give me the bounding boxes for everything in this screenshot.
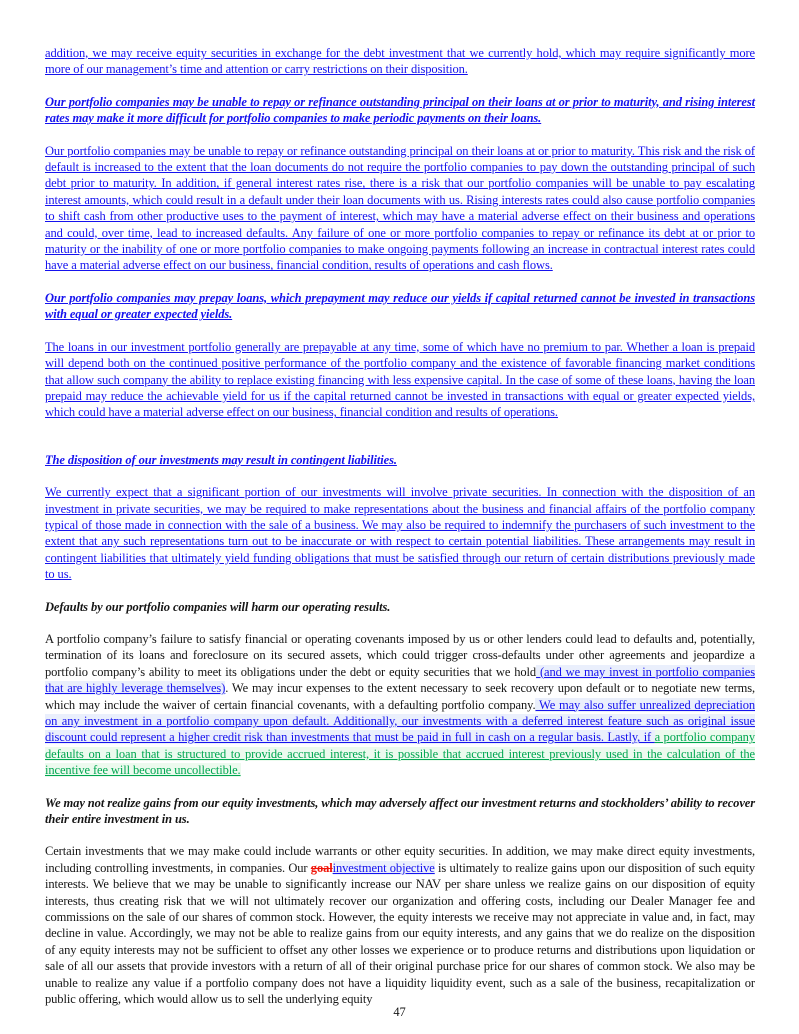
body-text: is ultimately to realize gains upon our disposition of such equity interests. We believe that we may be unable to significantly increase our NAV per share unless we realize gains on our disposition of equity interests, thus creating risk that we will not ultimately recover our organization and offering costs, including our Dealer Manager fee and commissions on the sale of our shares of common stock. However, the equity interests we receive may not appreciate in value and, in fact, may decline in value. Accordingly, we may not be able to realize gains from our equity interests, and any gains that we do realize on the disposition of any equity interests may not be sufficient to offset any other losses we experience or to produce returns and distributions upon liquidation or sale of all our assets that provide investors with a return of all of their original purchase price for our shares of common stock. We also may be unable to realize any value if a portfolio company does not have a liquidity liquidity event, such as a sale of the business, recapitalization or public offering, which would allow us to sell the underlying equity [45, 860, 755, 1007]
body-text: Certain investments that we may make could include warrants or other equity securities. In addition, we may make direct equity investments, including controlling investments, in companies. Our [45, 844, 755, 875]
inserted-text: The disposition of our investments may result in contingent liabilities. [45, 452, 397, 467]
inserted-text-accrued: a portfolio company defaults on a loan that is structured to provide accrued interest, it is possible that accrued interest previously used in the calculation of the incentive fee will become uncollectible. [45, 730, 755, 778]
body-text: Defaults by our portfolio companies will harm our operating results. [45, 599, 391, 614]
inserted-text: We may also suffer unrealized depreciation on any investment in a portfolio company upon default. Additionally, our investments with a deferred interest feature such as original issue discount could represent a higher credit risk than investments that must be paid in full in cash on a regular basis. Lastly, if [45, 697, 755, 745]
body-text: . We may incur expenses to the extent necessary to seek recovery upon default or to negotiate new terms, which may include the waiver of certain financial covenants, with a defaulting portfolio company. [45, 681, 755, 712]
paragraph [45, 631, 755, 779]
paragraph [45, 45, 755, 78]
inserted-text: Our portfolio companies may be unable to repay or refinance outstanding principal on their loans at or prior to maturity. This risk and the risk of default is increased to the extent that the loan documents do not require the portfolio companies to pay down the outstanding principal of such debt prior to maturity. In addition, if general interest rates rise, there is a risk that our portfolio companies will be unable to pay escalating interest amounts, which could result in a default under their loan documents with us. Rising interests rates could also cause portfolio companies to shift cash from other productive uses to the payment of interest, which may have a material adverse effect on their business and operations and could, over time, lead to increased defaults. Any failure of one or more portfolio companies to repay or refinance its debt at or prior to maturity or the inability of one or more portfolio companies to make ongoing payments following an increase in contractual interest rates could have a material adverse effect on our business, financial condition, results of operations and cash flows. [45, 143, 755, 273]
inserted-text: investment objective [332, 860, 435, 875]
inserted-text: Our portfolio companies may prepay loans, which prepayment may reduce our yields if capital returned cannot be invested in transactions with equal or greater expected yields. [45, 290, 755, 322]
body-text: A portfolio company’s failure to satisfy financial or operating covenants imposed by us or other lenders could lead to defaults and, potentially, termination of its loans and foreclosure on its secured assets, which could trigger cross-defaults under other agreements and jeopardize a portfolio company’s ability to meet its obligations under the debt or equity securities that we hold [45, 631, 755, 679]
deleted-text: goal [310, 860, 333, 875]
paragraph [45, 339, 755, 421]
inserted-text: Our portfolio companies may be unable to repay or refinance outstanding principal on their loans at or prior to maturity, and rising interest rates may make it more difficult for portfolio companies to make periodic payments on their loans. [45, 94, 755, 126]
risk-factor-heading [45, 94, 755, 127]
inserted-text: (and we may invest in portfolio companies that are highly leverage themselves) [45, 664, 755, 696]
inserted-text: addition, we may receive equity securities in exchange for the debt investment that we currently hold, which may require significantly more more of our management’s time and attention or carry restrictions on their disposition. [45, 46, 755, 77]
risk-factor-heading [45, 795, 755, 828]
paragraph [45, 484, 755, 582]
body-text: We may not realize gains from our equity investments, which may adversely affect our investment returns and stockholders’ ability to recover their entire investment in us. [45, 795, 755, 827]
risk-factor-heading [45, 599, 755, 615]
risk-factor-heading [45, 290, 755, 323]
paragraph [45, 843, 755, 1007]
page-number: 47 [393, 1004, 406, 1019]
risk-factor-heading [45, 452, 755, 468]
document-content [45, 45, 755, 1008]
inserted-text: We currently expect that a significant portion of our investments will involve private securities. In connection with the disposition of an investment in private securities, we may be required to make representations about the business and financial affairs of the portfolio company typical of those made in connection with the sale of a business. We may also be required to indemnify the purchasers of such investment to the extent that any such representations turn out to be inaccurate or with respect to certain potential liabilities. These arrangements may result in contingent liabilities that ultimately yield funding obligations that must be satisfied through our return of certain distributions previously made to us. [45, 485, 755, 582]
inserted-text: The loans in our investment portfolio generally are prepayable at any time, some of which have no premium to par. Whether a loan is prepaid will depend both on the continued positive performance of the portfolio company and the existence of favorable financing market conditions that allow such company the ability to replace existing financing with less expensive capital. In the case of some of these loans, having the loan prepaid may reduce the achievable yield for us if the capital returned cannot be invested in transactions with equal or greater expected yields, which could have a material adverse effect on our business, financial condition and results of operations. [45, 339, 755, 420]
paragraph [45, 143, 755, 274]
